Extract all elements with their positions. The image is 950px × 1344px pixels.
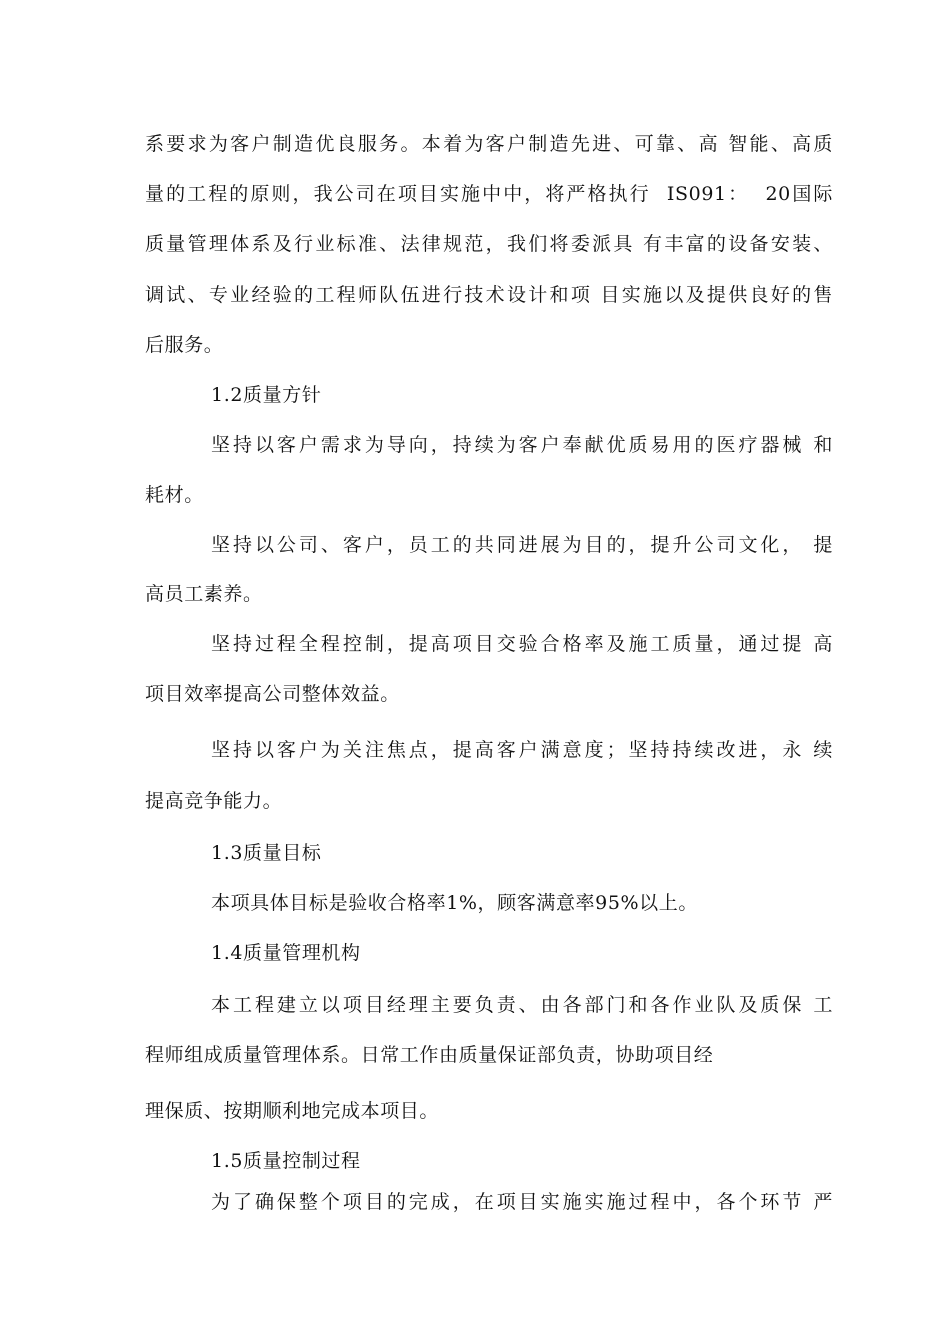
paragraph-line: 坚持以客户为关注焦点，提高客户满意度；坚持持续改进，永 续 bbox=[211, 739, 833, 761]
paragraph-line: 高员工素养。 bbox=[145, 583, 263, 605]
paragraph-line: 调试、专业经验的工程师队伍进行技术设计和项 目实施以及提供良好的售 bbox=[145, 284, 833, 306]
paragraph-line: 项目效率提高公司整体效益。 bbox=[145, 683, 400, 705]
paragraph-line: 系要求为客户制造优良服务。本着为客户制造先进、可靠、高 智能、高质 bbox=[145, 133, 833, 155]
paragraph-line: 为了确保整个项目的完成，在项目实施实施过程中，各个环节 严 bbox=[211, 1191, 833, 1213]
paragraph-line: 坚持以客户需求为导向，持续为客户奉献优质易用的医疗器械 和 bbox=[211, 434, 833, 456]
paragraph-line: 坚持过程全程控制，提高项目交验合格率及施工质量，通过提 高 bbox=[211, 633, 833, 655]
section-heading: 1.3质量目标 bbox=[211, 842, 322, 864]
paragraph-line: 程师组成质量管理体系。日常工作由质量保证部负责，协助项目经 bbox=[145, 1044, 714, 1066]
section-heading: 1.5质量控制过程 bbox=[211, 1150, 361, 1172]
paragraph-line: 耗材。 bbox=[145, 484, 204, 506]
paragraph-line: 本工程建立以项目经理主要负责、由各部门和各作业队及质保 工 bbox=[211, 994, 833, 1016]
section-heading: 1.4质量管理机构 bbox=[211, 942, 361, 964]
paragraph-line: 提高竞争能力。 bbox=[145, 790, 283, 812]
paragraph-line: 本项具体目标是验收合格率1%，顾客满意率95%以上。 bbox=[211, 892, 698, 914]
section-heading: 1.2质量方针 bbox=[211, 384, 322, 406]
paragraph-line: 理保质、按期顺利地完成本项目。 bbox=[145, 1100, 440, 1122]
paragraph-line: 坚持以公司、客户，员工的共同进展为目的，提升公司文化， 提 bbox=[211, 534, 833, 556]
paragraph-line: 后服务。 bbox=[145, 334, 224, 356]
paragraph-line: 质量管理体系及行业标准、法律规范，我们将委派具 有丰富的设备安装、 bbox=[145, 233, 833, 255]
paragraph-line: 量的工程的原则，我公司在项目实施中中，将严格执行 IS091： 20国际 bbox=[145, 183, 833, 205]
